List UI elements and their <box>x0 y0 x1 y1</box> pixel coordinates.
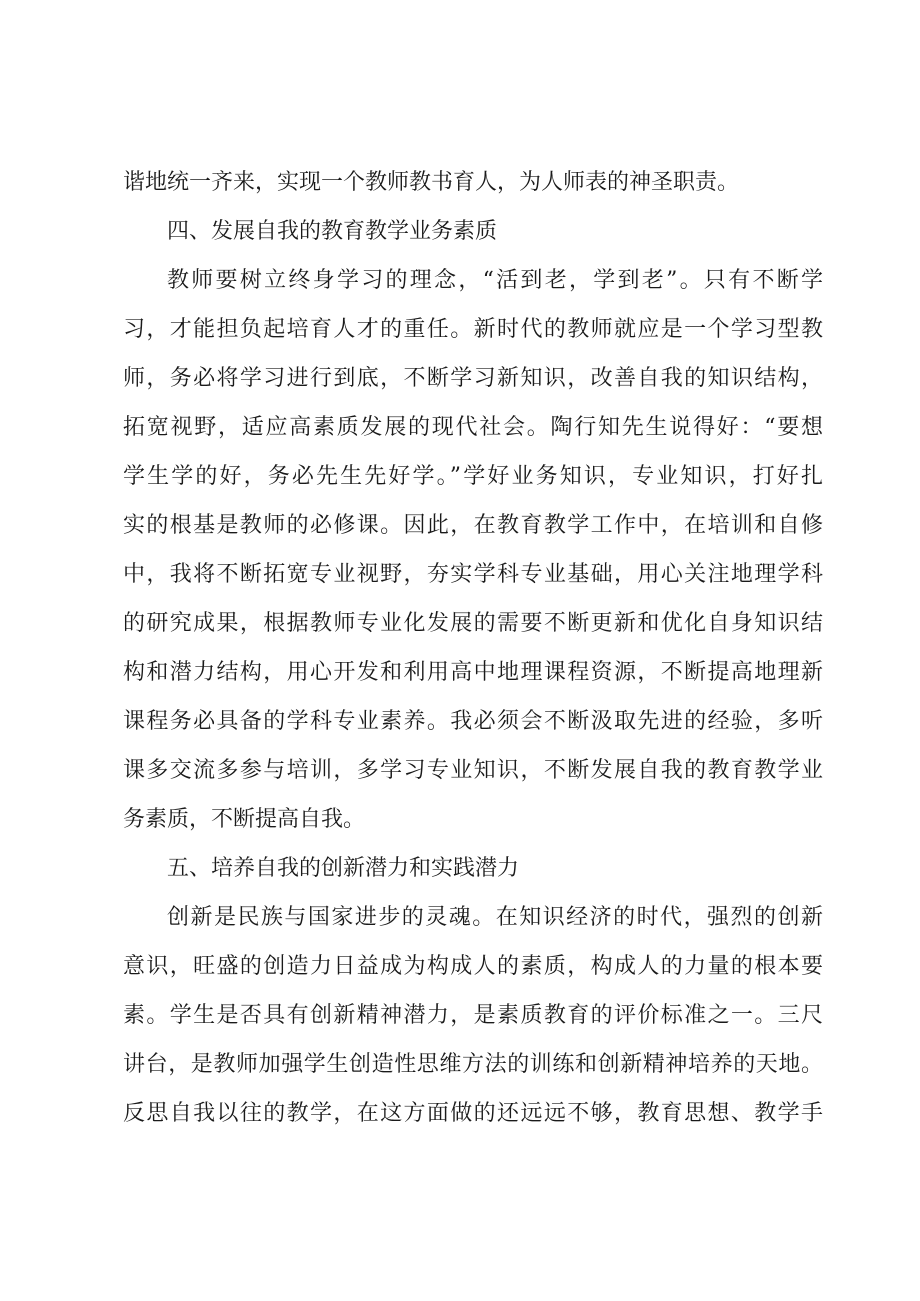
text-line: 构和潜力结构，用心开发和利用高中地理课程资源，不断提高地理新 <box>123 660 823 685</box>
text-line: 中，我将不断拓宽专业视野，夯实学科专业基础，用心关注地理学科 <box>123 562 823 587</box>
text-line: 讲台，是教师加强学生创造性思维方法的训练和创新精神培养的天地。 <box>123 1052 823 1077</box>
text-line: 拓宽视野，适应高素质发展的现代社会。陶行知先生说得好：“要想 <box>123 415 823 440</box>
text-line: 教师要树立终身学习的理念，“活到老，学到老”。只有不断学 <box>167 268 823 293</box>
text-line: 的研究成果，根据教师专业化发展的需要不断更新和优化自身知识结 <box>123 611 823 636</box>
text-line: 实的根基是教师的必修课。因此，在教育教学工作中，在培训和自修 <box>123 513 823 538</box>
text-line: 务素质，不断提高自我。 <box>123 807 366 832</box>
text-line: 素。学生是否具有创新精神潜力，是素质教育的评价标准之一。三尺 <box>123 1003 823 1028</box>
text-line: 课多交流多参与培训，多学习专业知识，不断发展自我的教育教学业 <box>123 758 823 783</box>
text-line: 谐地统一齐来，实现一个教师教书育人，为人师表的神圣职责。 <box>123 170 740 195</box>
text-line: 创新是民族与国家进步的灵魂。在知识经济的时代，强烈的创新 <box>167 905 823 930</box>
text-line: 课程务必具备的学科专业素养。我必须会不断汲取先进的经验，多听 <box>123 709 823 734</box>
text-line: 反思自我以往的教学，在这方面做的还远远不够，教育思想、教学手 <box>123 1101 823 1126</box>
text-line: 师，务必将学习进行到底，不断学习新知识，改善自我的知识结构， <box>123 366 823 391</box>
section-heading: 五、培养自我的创新潜力和实践潜力 <box>167 856 520 881</box>
text-line: 意识，旺盛的创造力日益成为构成人的素质，构成人的力量的根本要 <box>123 954 823 979</box>
text-line: 习，才能担负起培育人才的重任。新时代的教师就应是一个学习型教 <box>123 317 823 342</box>
section-heading: 四、发展自我的教育教学业务素质 <box>167 219 498 244</box>
text-line: 学生学的好，务必先生先好学。”学好业务知识，专业知识，打好扎 <box>123 464 823 489</box>
